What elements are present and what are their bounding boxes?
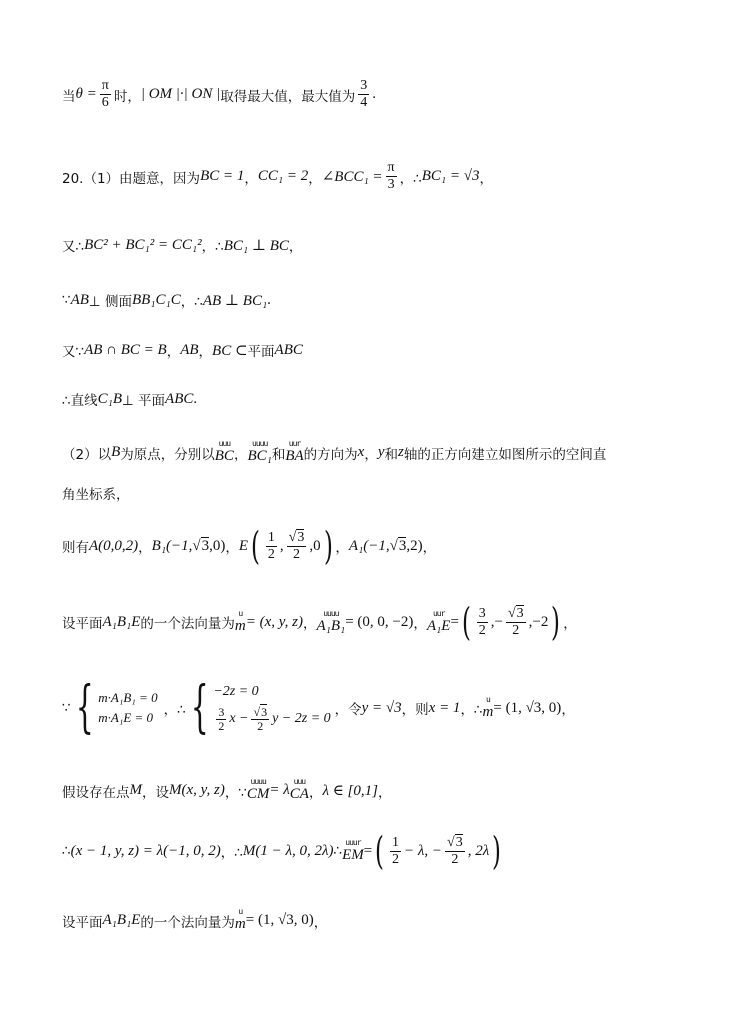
vector-label: BA (285, 448, 304, 464)
text: ， (225, 540, 239, 556)
math: −2z = 0 (213, 683, 259, 699)
fraction-denominator: 2 (292, 546, 300, 562)
fraction (445, 835, 465, 868)
fraction-denominator: 2 (392, 851, 400, 867)
math: m·A₁E = 0 (98, 710, 154, 725)
sqrt-radicand: 3 (297, 529, 305, 545)
text: ，∴ (180, 294, 203, 310)
vector-arrow: uuuu (252, 439, 268, 448)
math: − λ, − (404, 842, 443, 859)
text: 设平面 (62, 914, 103, 931)
text: 的一个法向量为 (140, 914, 235, 931)
text: ， (244, 170, 258, 187)
vector-label: EM (342, 846, 364, 863)
sqrt-sign: √ (389, 537, 398, 554)
left-paren: ( (375, 829, 385, 873)
text: （2）以 (62, 446, 112, 463)
vector-arrow: uuur (345, 837, 361, 847)
line-8 (62, 483, 130, 503)
math: A₁(−1, (348, 537, 390, 554)
math: AB ⊥ BC₁ (202, 292, 268, 309)
vector-label: m (234, 916, 246, 932)
fraction (386, 160, 397, 193)
comma: , (279, 537, 284, 554)
math: BC² + BC₁² = CC₁² (84, 236, 202, 253)
math: M(x, y, z) (169, 782, 225, 798)
text: ∴直线 (62, 393, 98, 409)
right-paren: ) (492, 829, 502, 873)
fraction-numerator: √3 (507, 605, 524, 621)
line-11 (62, 675, 575, 740)
math: B₁(−1, (151, 537, 193, 554)
math: CC₁ = 2 (257, 168, 309, 184)
sqrt-sign: √ (192, 537, 201, 554)
equation-row (98, 710, 157, 726)
right-paren: ) (551, 600, 561, 644)
math: BC₁ ⊥ BC (223, 237, 289, 254)
text: ， (308, 170, 322, 187)
text: ，∴ (201, 239, 224, 255)
fraction-numerator: 3 (360, 78, 368, 93)
text: ，设 (142, 784, 169, 801)
fraction (477, 606, 488, 639)
math: = λ (269, 782, 290, 798)
vector (290, 778, 309, 803)
text: ， (377, 784, 392, 801)
vector-arrow: uur (432, 608, 445, 618)
vector-arrow: u (486, 694, 490, 704)
fraction (358, 78, 369, 111)
vector (285, 440, 303, 465)
math: = (x, y, z) (245, 613, 303, 630)
math: ,2) (406, 537, 423, 554)
math: λ ∈ [0,1] (322, 783, 378, 799)
vector-arrow: u (238, 907, 243, 916)
line-1 (62, 78, 376, 111)
fraction (287, 530, 307, 563)
fraction-denominator: 6 (101, 95, 109, 110)
line-13 (62, 829, 504, 873)
fraction-numerator: 3 (218, 704, 225, 719)
fraction (266, 530, 277, 563)
fraction-denominator: 4 (360, 95, 368, 110)
math: = (1, √3, 0) (493, 699, 562, 716)
fraction-numerator: √3 (253, 704, 268, 719)
text: 和 (271, 446, 286, 463)
text: ， (302, 616, 317, 632)
line-2 (62, 160, 493, 193)
right-paren: ) (323, 524, 333, 568)
sqrt-radicand: 3 (398, 538, 407, 554)
math: M(1 − λ, 0, 2λ) (242, 842, 334, 859)
left-brace: { (190, 675, 209, 740)
left-paren: ( (461, 600, 471, 644)
fraction-denominator: 2 (451, 851, 459, 867)
vector-label: CA (289, 786, 309, 802)
math: ,0) (209, 537, 226, 554)
text: ，∴ (399, 170, 422, 187)
vector-arrow: uur (288, 439, 301, 448)
text: 为原点，分别以 (120, 446, 215, 463)
vector-label: BC (214, 448, 234, 464)
text: 当 (62, 88, 76, 105)
text: 20.（1）由题意，因为 (62, 170, 201, 187)
math: BC = 1 (200, 168, 245, 184)
text: ， (166, 344, 181, 360)
vector-arrow: u (238, 608, 243, 618)
text: 和 (384, 446, 398, 463)
text: ，令 (334, 702, 362, 718)
math: ,0 (309, 537, 321, 554)
fraction-numerator: π (387, 160, 395, 175)
text: 角坐标系， (62, 487, 130, 503)
math: z (398, 444, 404, 460)
text: ，∴ (220, 845, 243, 861)
vector (316, 610, 345, 635)
math: AB (70, 291, 89, 308)
vector-label: A₁E (426, 617, 451, 634)
equation-system (98, 690, 157, 726)
vector (427, 610, 451, 635)
line-14 (62, 908, 327, 933)
text: ， (479, 170, 493, 187)
text: 又∴ (62, 239, 85, 255)
vector-label: CM (246, 786, 270, 802)
text: ，∴ (163, 702, 186, 718)
text: 的方向为 (303, 446, 358, 463)
math: AB ∩ BC = B (84, 341, 167, 358)
fraction (100, 78, 111, 111)
vector-arrow: uuu (218, 439, 231, 448)
math: A₁B₁E (102, 613, 141, 630)
text: ， (563, 616, 577, 632)
text: ，则 (401, 702, 429, 718)
line-3 (62, 235, 302, 255)
vector (247, 778, 270, 803)
math: x = 1 (428, 699, 461, 716)
text: ， (308, 784, 323, 801)
equation-row (98, 690, 157, 706)
vector-label: BC₁ (247, 448, 272, 464)
fraction-denominator: 2 (267, 546, 275, 562)
math: = (1, √3, 0) (245, 912, 314, 928)
text: 取得最大值，最大值为 (220, 88, 356, 105)
text: ， (364, 446, 378, 463)
vector (247, 440, 271, 465)
text: ， (313, 914, 328, 931)
math: A₁B₁E (102, 912, 141, 928)
vector-arrow: uuu (293, 777, 306, 786)
text: ， (422, 540, 437, 556)
math: A(0,0,2) (89, 537, 139, 554)
math: y − 2z = 0 (272, 711, 331, 726)
math: ,− (490, 613, 503, 630)
text: 假设存在点 (62, 784, 130, 801)
math: x − (229, 711, 249, 726)
text: ， (198, 344, 213, 360)
math: AB (180, 341, 199, 358)
text: ∴ (333, 843, 343, 859)
equation-row (213, 706, 330, 733)
math: BC ⊂ (212, 342, 248, 359)
math: = (0, 0, −2) (345, 613, 414, 630)
vector (215, 440, 234, 465)
math: M (129, 782, 142, 798)
fraction-denominator: 3 (387, 177, 395, 192)
math: x (357, 444, 365, 460)
line-6 (62, 389, 197, 409)
fraction-numerator: π (101, 78, 109, 93)
math: θ = (75, 86, 97, 102)
text: ， (233, 446, 248, 463)
math: (x − 1, y, z) = λ(−1, 0, 2) (70, 842, 221, 859)
text: ∵ (62, 292, 71, 308)
math: BC₁ = √3 (421, 168, 480, 184)
left-brace: { (75, 675, 94, 740)
fraction-denominator: 2 (478, 622, 486, 638)
fraction-numerator: √3 (288, 529, 305, 545)
math: | OM |·| ON | (140, 86, 221, 102)
fraction-denominator: 2 (218, 718, 225, 733)
math: ∠BCC₁ = (321, 169, 383, 185)
fraction-denominator: 2 (257, 718, 264, 733)
vector (235, 610, 246, 635)
text: ， (138, 540, 152, 556)
math: ABC (165, 390, 194, 407)
left-paren: ( (251, 524, 260, 568)
sqrt-radicand: 3 (516, 605, 524, 621)
math: m·A₁B₁ = 0 (98, 690, 158, 705)
line-10 (62, 600, 577, 644)
math: B (111, 444, 121, 460)
sqrt-radicand: 3 (455, 834, 463, 850)
vector-arrow: uuuu (323, 608, 339, 618)
vector (235, 908, 246, 933)
line-4 (62, 290, 271, 310)
fraction-numerator: 3 (478, 605, 486, 621)
text: ， (335, 540, 349, 556)
text: ，∴ (460, 702, 483, 718)
fraction-numerator: √3 (447, 834, 463, 850)
sqrt-radicand: 3 (201, 538, 210, 554)
text: 又∵ (62, 344, 85, 360)
vector-arrow: uuuu (250, 777, 266, 786)
math: E (238, 537, 249, 554)
math: y (377, 444, 385, 460)
line-7 (62, 440, 606, 465)
math: y = √3 (361, 699, 402, 716)
math: ,−2 (528, 613, 549, 630)
text: 则有 (62, 540, 89, 556)
fraction (251, 706, 269, 733)
text: ， (288, 239, 303, 255)
text: 的一个法向量为 (140, 616, 235, 632)
text: ⊥ 侧面 (88, 294, 132, 310)
equation-system (213, 684, 330, 733)
equation-row (213, 684, 330, 700)
text: . (193, 390, 198, 407)
line-12 (62, 778, 391, 803)
text: 时， (113, 88, 141, 105)
fraction-numerator: 1 (392, 834, 400, 850)
vector-label: A₁B₁ (316, 617, 346, 634)
math: , 2λ (467, 842, 490, 859)
line-9 (62, 524, 437, 568)
text: ， (413, 616, 427, 632)
fraction (390, 835, 401, 868)
text: 轴的正方向建立如图所示的空间直 (403, 446, 607, 463)
math: C₁B (97, 390, 122, 407)
text: 设平面 (62, 616, 103, 632)
math: BB₁C₁C (131, 291, 181, 308)
text: . (267, 291, 271, 308)
math: ABC (274, 341, 303, 358)
math: = (363, 842, 373, 859)
text: ⊥ 平面 (121, 393, 166, 409)
fraction-numerator: 1 (267, 529, 275, 545)
text: ∵ (62, 700, 71, 716)
text: ， (561, 702, 575, 718)
text: 平面 (247, 344, 275, 360)
text: ∴ (62, 843, 71, 859)
fraction-denominator: 2 (512, 622, 520, 638)
vector (342, 839, 364, 864)
text: ，∵ (224, 784, 247, 801)
text: . (372, 86, 376, 102)
math: = (450, 613, 459, 630)
line-5 (62, 340, 303, 360)
vector (483, 696, 494, 721)
vector-label: m (234, 617, 246, 634)
fraction (506, 606, 526, 639)
fraction (216, 706, 226, 733)
vector-label: m (482, 703, 494, 720)
sqrt-radicand: 3 (261, 704, 268, 719)
